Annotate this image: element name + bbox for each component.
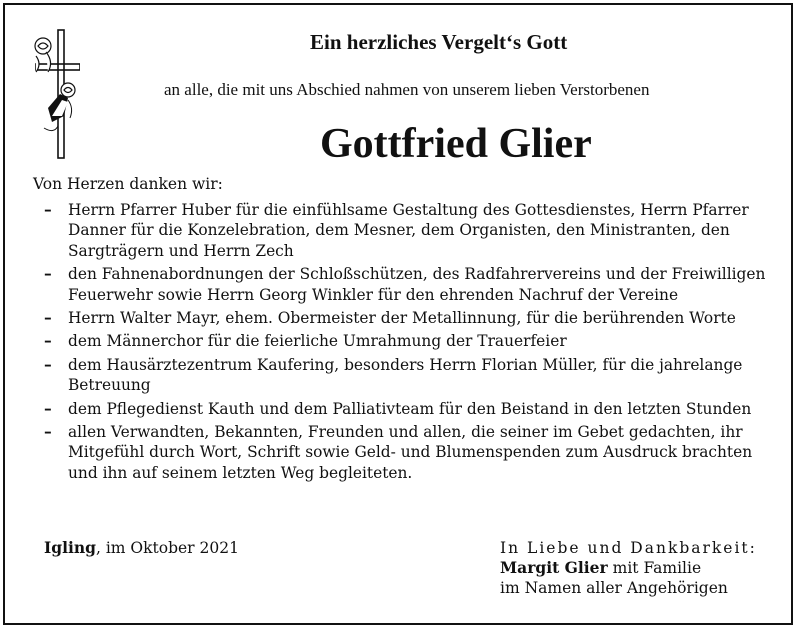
place-name: Igling bbox=[44, 538, 96, 557]
thanks-list bbox=[44, 200, 774, 486]
list-item bbox=[44, 200, 774, 261]
signer-suffix: mit Familie bbox=[607, 559, 702, 577]
list-item bbox=[44, 355, 774, 396]
signature-block bbox=[500, 538, 757, 598]
closing-line: In Liebe und Dankbarkeit: bbox=[500, 539, 757, 557]
place-date bbox=[44, 538, 239, 557]
dash-bullet: – bbox=[44, 332, 52, 351]
dash-bullet: – bbox=[44, 201, 52, 219]
list-item-text: den Fahnenabordnungen der Schloßschützen, des Radfahrervereins und der Freiwilligen Feuerwehr sowie Herrn Georg Winkler für den ehrenden Nachruf der Vereine bbox=[68, 265, 766, 304]
date-text: , im Oktober 2021 bbox=[95, 539, 239, 557]
signer-name: Margit Glier bbox=[500, 558, 608, 577]
list-item-text: Herrn Pfarrer Huber für die einfühlsame Gestaltung des Gottesdienstes, Herrn Pfarrer Danner für die Konzelebration, dem Mesner, dem Organisten, den Ministranten, den Sargträgern und Herrn Zech bbox=[68, 201, 749, 260]
list-item-text: allen Verwandten, Bekannten, Freunden und allen, die seiner im Gebet gedachten, ihr Mitgefühl durch Wort, Schrift sowie Geld- und Blumenspenden zum Ausdruck brachten und ihn auf seinem letzten Weg begleiteten. bbox=[68, 423, 753, 482]
dash-bullet: – bbox=[44, 309, 52, 328]
signer-line bbox=[500, 558, 757, 578]
thanks-intro: Von Herzen danken wir: bbox=[33, 175, 223, 193]
list-item-text: Herrn Walter Mayr, ehem. Obermeister der Metallinnung, für die berührenden Worte bbox=[68, 309, 736, 328]
list-item bbox=[44, 331, 774, 351]
notice-subline: an alle, die mit uns Abschied nahmen von unserem lieben Verstorbenen bbox=[164, 80, 650, 99]
list-item bbox=[44, 264, 774, 305]
list-item bbox=[44, 308, 774, 328]
list-item bbox=[44, 422, 774, 483]
cross-rose-praying-hands-icon bbox=[30, 28, 80, 164]
list-item-text: dem Männerchor für die feierliche Umrahmung der Trauerfeier bbox=[68, 332, 567, 351]
list-item-text: dem Pflegedienst Kauth und dem Palliativteam für den Beistand in den letzten Stunden bbox=[68, 399, 752, 418]
dash-bullet: – bbox=[44, 423, 52, 442]
dash-bullet: – bbox=[44, 355, 52, 374]
signer-line-2: im Namen aller Angehörigen bbox=[500, 579, 728, 597]
notice-heading: Ein herzliches Vergelt‘s Gott bbox=[310, 30, 568, 54]
list-item bbox=[44, 399, 774, 419]
dash-bullet: – bbox=[44, 265, 52, 284]
deceased-name: Gottfried Glier bbox=[320, 121, 592, 167]
list-item-text: dem Hausärztezentrum Kaufering, besonders Herrn Florian Müller, für die jahrelange Betreuung bbox=[68, 355, 743, 395]
dash-bullet: – bbox=[44, 399, 52, 418]
